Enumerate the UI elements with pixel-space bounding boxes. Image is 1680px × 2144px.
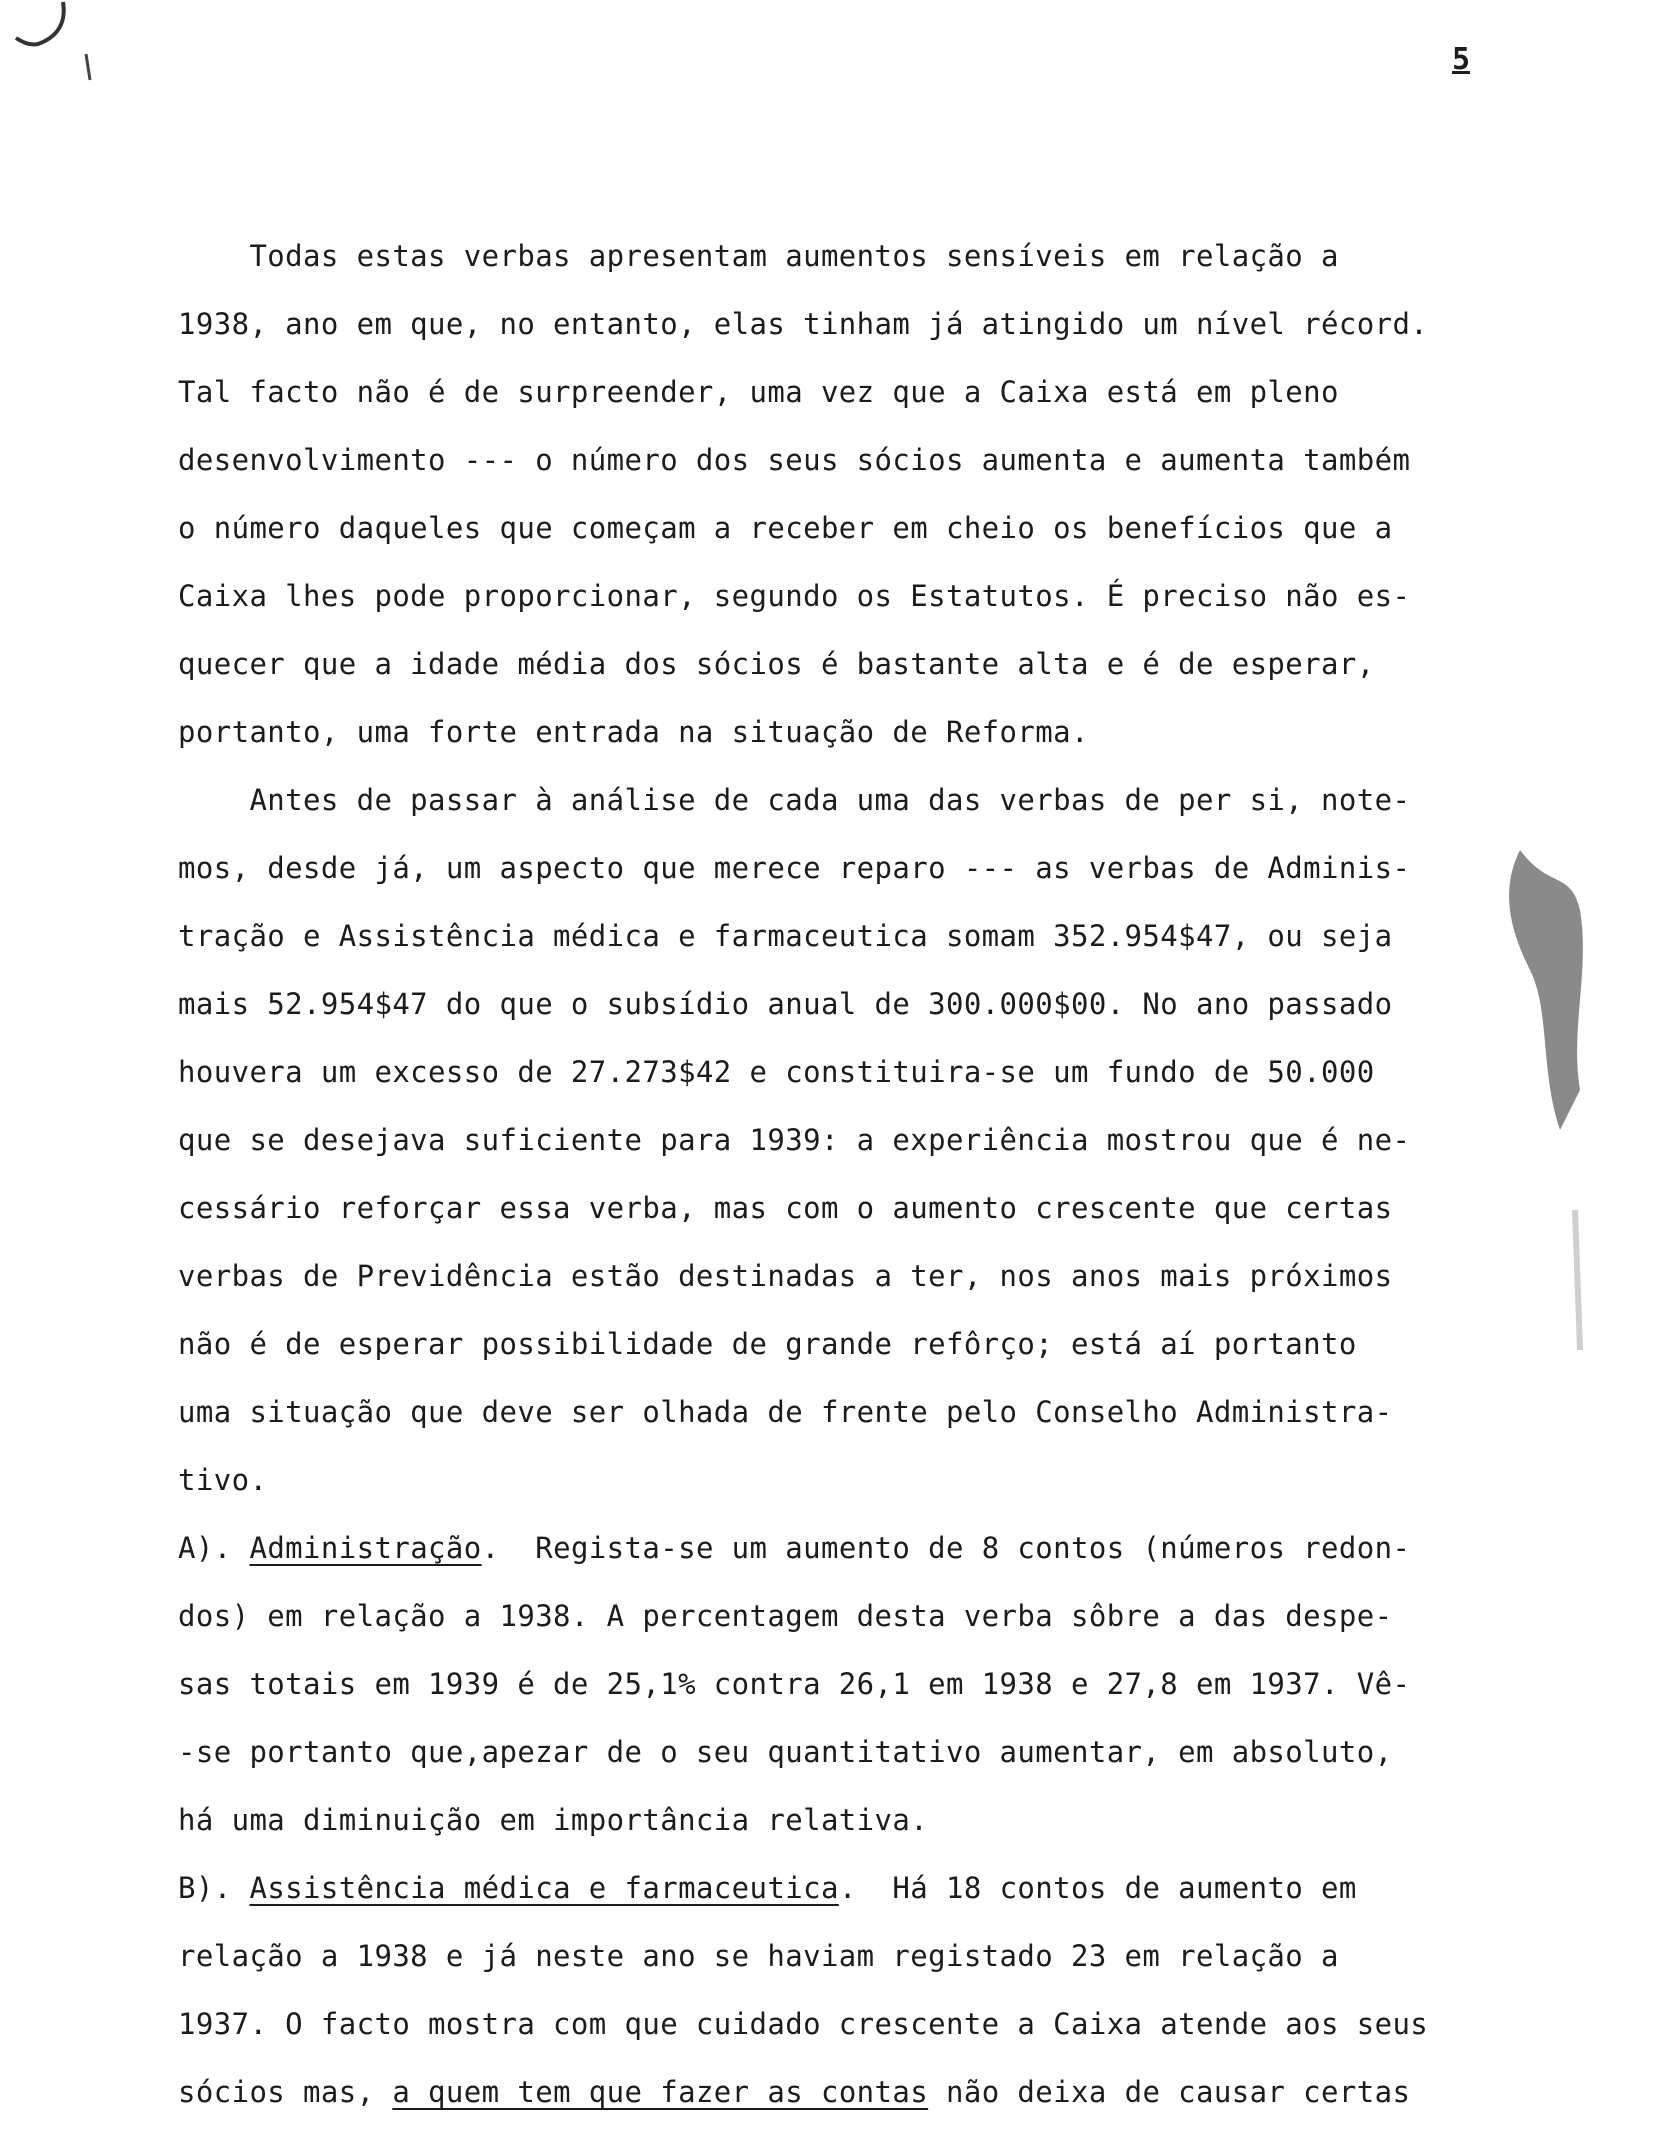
text-line: mais 52.954$47 do que o subsídio anual de 300.000$00. No ano passado xyxy=(178,987,1393,1021)
text-line: houvera um excesso de 27.273$42 e constituira-se um fundo de 50.000 xyxy=(178,1055,1375,1089)
text-line: relação a 1938 e já neste ano se haviam registado 23 em relação a xyxy=(178,1939,1339,1973)
text-line: que se desejava suficiente para 1939: a experiência mostrou que é ne- xyxy=(178,1123,1411,1157)
text-line: Todas estas verbas apresentam aumentos sensíveis em relação a xyxy=(178,239,1339,273)
text-line: há uma diminuição em importância relativa. xyxy=(178,1803,929,1837)
text-line: Antes de passar à análise de cada uma das verbas de per si, note- xyxy=(178,783,1411,817)
text-line: o número daqueles que começam a receber em cheio os benefícios que a xyxy=(178,511,1393,545)
text-line: mos, desde já, um aspecto que merece reparo --- as verbas de Adminis- xyxy=(178,851,1411,885)
corner-ink-mark xyxy=(8,0,98,90)
underlined-heading: a quem tem que fazer as contas xyxy=(392,2075,929,2109)
page-number: 5 xyxy=(1452,42,1471,77)
text-line xyxy=(178,1514,1578,1582)
text-line xyxy=(178,1854,1578,1922)
line-suffix: . Regista-se um aumento de 8 contos (números redon- xyxy=(481,1531,1411,1565)
underlined-heading: Administração xyxy=(249,1531,482,1565)
line-prefix: B). xyxy=(178,1871,250,1905)
text-line: cessário reforçar essa verba, mas com o aumento crescente que certas xyxy=(178,1191,1393,1225)
text-line: uma situação que deve ser olhada de frente pelo Conselho Administra- xyxy=(178,1395,1393,1429)
text-line: portanto, uma forte entrada na situação de Reforma. xyxy=(178,715,1089,749)
text-line: verbas de Previdência estão destinadas a ter, nos anos mais próximos xyxy=(178,1259,1393,1293)
body-text xyxy=(178,222,1578,2126)
text-line: Caixa lhes pode proporcionar, segundo os Estatutos. É preciso não es- xyxy=(178,579,1411,613)
text-line: sas totais em 1939 é de 25,1% contra 26,1 em 1938 e 27,8 em 1937. Vê- xyxy=(178,1667,1411,1701)
text-line: desenvolvimento --- o número dos seus sócios aumenta e aumenta também xyxy=(178,443,1411,477)
text-line: 1938, ano em que, no entanto, elas tinham já atingido um nível récord. xyxy=(178,307,1429,341)
text-line: tração e Assistência médica e farmaceutica somam 352.954$47, ou seja xyxy=(178,919,1393,953)
text-line: 1937. O facto mostra com que cuidado crescente a Caixa atende aos seus xyxy=(178,2007,1429,2041)
text-line: -se portanto que,apezar de o seu quantitativo aumentar, em absoluto, xyxy=(178,1735,1393,1769)
text-line: não é de esperar possibilidade de grande refôrço; está aí portanto xyxy=(178,1327,1357,1361)
line-suffix: . Há 18 contos de aumento em xyxy=(838,1871,1357,1905)
line-prefix: A). xyxy=(178,1531,250,1565)
text-line xyxy=(178,2058,1578,2126)
text-line: dos) em relação a 1938. A percentagem desta verba sôbre a das despe- xyxy=(178,1599,1393,1633)
ink-smudge xyxy=(1480,830,1600,1350)
text-line: Tal facto não é de surpreender, uma vez que a Caixa está em pleno xyxy=(178,375,1339,409)
line-prefix: sócios mas, xyxy=(178,2075,393,2109)
text-line: tivo. xyxy=(178,1463,268,1497)
text-line: quecer que a idade média dos sócios é bastante alta e é de esperar, xyxy=(178,647,1375,681)
line-suffix: não deixa de causar certas xyxy=(928,2075,1411,2109)
underlined-heading: Assistência médica e farmaceutica xyxy=(249,1871,839,1905)
